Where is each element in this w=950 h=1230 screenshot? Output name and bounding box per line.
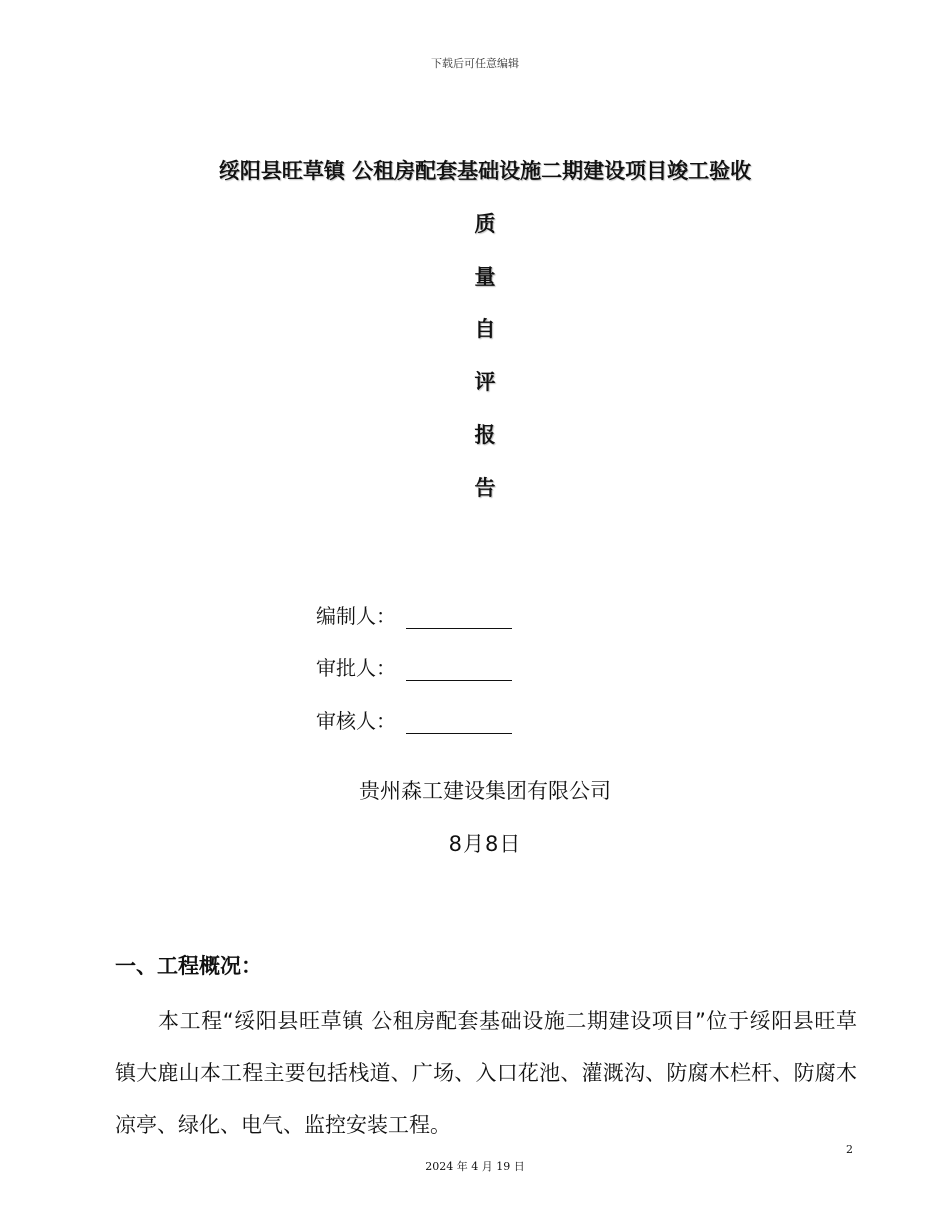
title-char-1: 质 [474, 212, 496, 236]
signature-label: 审批人： [316, 656, 396, 680]
section-paragraph: 本工程“绥阳县旺草镇 公租房配套基础设施二期建设项目”位于绥阳县旺草镇大鹿山本工程主要包括栈道、广场、入口花池、灌溉沟、防腐木栏杆、防腐木凉亭、绿化、电气、监控安装工程。 [115, 1009, 857, 1137]
header-note: 下载后可任意编辑 [431, 57, 519, 70]
title-char-6: 告 [474, 476, 496, 500]
signature-label: 编制人： [316, 604, 396, 628]
signature-compiler [316, 600, 512, 629]
signature-blank-line [406, 711, 512, 734]
signature-blank-line [406, 658, 512, 681]
footer-date: 2024 年 4 月 19 日 [425, 1160, 525, 1173]
company-name: 贵州森工建设集团有限公司 [359, 779, 611, 803]
signature-label: 审核人： [316, 709, 396, 733]
section-heading: 一、工程概况： [115, 954, 262, 978]
title-char-4: 评 [474, 370, 496, 394]
title-char-2: 量 [474, 265, 496, 289]
signature-reviewer [316, 705, 512, 734]
page-number: 2 [846, 1143, 853, 1156]
title-char-5: 报 [474, 423, 496, 447]
cover-date: 8月8日 [448, 832, 522, 856]
signature-blank-line [406, 606, 512, 629]
title-char-3: 自 [474, 317, 496, 341]
signature-approver [316, 652, 512, 681]
report-title: 绥阳县旺草镇 公租房配套基础设施二期建设项目竣工验收 [218, 159, 752, 183]
